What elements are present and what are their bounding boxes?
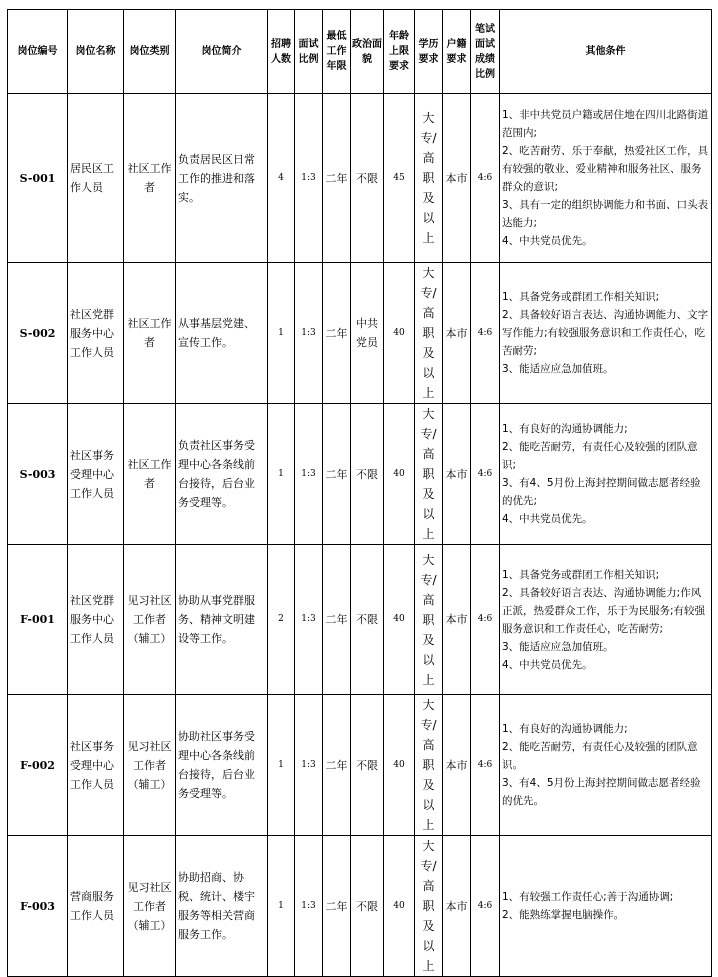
education-requirement: 大专/高职及以上	[415, 545, 443, 695]
education-requirement: 大专/高职及以上	[415, 836, 443, 977]
hire-count: 4	[268, 94, 295, 263]
age-limit: 40	[384, 836, 415, 977]
header-code: 岗位编号	[8, 10, 68, 94]
position-desc: 协助从事党群服务、精神文明建设等工作。	[176, 545, 268, 695]
interview-ratio: 1:3	[295, 695, 323, 836]
education-requirement: 大专/高职及以上	[415, 94, 443, 263]
position-category: 见习社区工作者（辅工）	[124, 695, 176, 836]
min-work-years: 二年	[323, 263, 351, 404]
condition-item: 3、有4、5月份上海封控期间做志愿者经验的优先;	[502, 477, 701, 507]
header-other: 其他条件	[500, 10, 712, 94]
other-conditions	[500, 404, 712, 545]
min-work-years: 二年	[323, 695, 351, 836]
condition-item: 3、具有一定的组织协调能力和书面、口头表达能力;	[502, 199, 709, 229]
condition-item: 4、中共党员优先。	[502, 513, 593, 525]
position-name: 社区党群服务中心工作人员	[68, 263, 124, 404]
condition-item: 1、具备党务或群团工作相关知识;	[502, 568, 660, 581]
interview-ratio: 1:3	[295, 545, 323, 695]
hire-count: 1	[268, 695, 295, 836]
header-hukou: 户籍要求	[443, 10, 471, 94]
hukou-requirement: 本市	[443, 404, 471, 545]
table-row	[8, 695, 712, 836]
condition-item: 1、有良好的沟通协调能力;	[502, 723, 628, 735]
interview-ratio: 1:3	[295, 404, 323, 545]
position-category: 见习社区工作者（辅工）	[124, 545, 176, 695]
position-name: 营商服务工作人员	[68, 836, 124, 977]
header-weight: 笔试面试成绩比例	[471, 10, 500, 94]
political-status: 中共党员	[351, 263, 384, 404]
age-limit: 40	[384, 404, 415, 545]
min-work-years: 二年	[323, 836, 351, 977]
age-limit: 45	[384, 94, 415, 263]
hukou-requirement: 本市	[443, 545, 471, 695]
other-conditions	[500, 545, 712, 695]
header-age: 年龄上限要求	[384, 10, 415, 94]
age-limit: 40	[384, 545, 415, 695]
interview-ratio: 1:3	[295, 94, 323, 263]
position-category: 社区工作者	[124, 94, 176, 263]
political-status: 不限	[351, 836, 384, 977]
age-limit: 40	[384, 263, 415, 404]
education-requirement: 大专/高职及以上	[415, 263, 443, 404]
position-desc: 协助社区事务受理中心各条线前台接待，后台业务受理等。	[176, 695, 268, 836]
hukou-requirement: 本市	[443, 263, 471, 404]
position-code: F-001	[8, 545, 68, 695]
other-conditions	[500, 695, 712, 836]
header-years: 最低工作年限	[323, 10, 351, 94]
score-weight: 4:6	[471, 94, 500, 263]
table-row	[8, 545, 712, 695]
condition-item: 1、有较强工作责任心;善于沟通协调;	[502, 891, 674, 903]
min-work-years: 二年	[323, 404, 351, 545]
condition-item: 3、有4、5月份上海封控期间做志愿者经验的优先。	[502, 777, 701, 807]
min-work-years: 二年	[323, 545, 351, 695]
condition-item: 3、能适应应急加值班。	[502, 363, 614, 375]
condition-item: 1、有良好的沟通协调能力;	[502, 423, 628, 435]
political-status: 不限	[351, 404, 384, 545]
position-code: F-002	[8, 695, 68, 836]
min-work-years: 二年	[323, 94, 351, 263]
other-conditions	[500, 836, 712, 977]
header-edu: 学历要求	[415, 10, 443, 94]
hire-count: 1	[268, 404, 295, 545]
other-conditions	[500, 94, 712, 263]
condition-item: 2、能熟练掌握电脑操作。	[502, 909, 625, 921]
position-code: F-003	[8, 836, 68, 977]
score-weight: 4:6	[471, 695, 500, 836]
position-code: S-001	[8, 94, 68, 263]
header-name: 岗位名称	[68, 10, 124, 94]
table-header-row	[8, 10, 712, 94]
condition-item: 2、具备较好语言表达、沟通协调能力;作风正派，热爱群众工作，乐于为民服务;有较强服务意识和工作责任心，吃苦耐劳;	[502, 586, 706, 635]
position-category: 见习社区工作者（辅工）	[124, 836, 176, 977]
score-weight: 4:6	[471, 836, 500, 977]
hukou-requirement: 本市	[443, 94, 471, 263]
political-status: 不限	[351, 94, 384, 263]
condition-item: 2、具备较好语言表达、沟通协调能力、文字写作能力;有较强服务意识和工作责任心，吃苦耐劳;	[502, 309, 709, 357]
interview-ratio: 1:3	[295, 263, 323, 404]
education-requirement: 大专/高职及以上	[415, 404, 443, 545]
position-desc: 负责社区事务受理中心各条线前台接待，后台业务受理等。	[176, 404, 268, 545]
age-limit: 40	[384, 695, 415, 836]
position-desc: 从事基层党建、宣传工作。	[176, 263, 268, 404]
table-row	[8, 836, 712, 977]
hire-count: 2	[268, 545, 295, 695]
condition-item: 1、具备党务或群团工作相关知识;	[502, 291, 660, 303]
education-requirement: 大专/高职及以上	[415, 695, 443, 836]
score-weight: 4:6	[471, 545, 500, 695]
hire-count: 1	[268, 836, 295, 977]
table-row	[8, 94, 712, 263]
position-code: S-003	[8, 404, 68, 545]
condition-item: 2、吃苦耐劳、乐于奉献，热爱社区工作，具有较强的敬业、爱业精神和服务社区、服务群众的意识;	[502, 145, 709, 193]
position-name: 社区事务受理中心工作人员	[68, 695, 124, 836]
position-category: 社区工作者	[124, 404, 176, 545]
header-desc: 岗位简介	[176, 10, 268, 94]
score-weight: 4:6	[471, 404, 500, 545]
interview-ratio: 1:3	[295, 836, 323, 977]
position-desc: 协助招商、协税、统计、楼宇服务等相关营商服务工作。	[176, 836, 268, 977]
header-ratio: 面试比例	[295, 10, 323, 94]
hire-count: 1	[268, 263, 295, 404]
position-name: 社区事务受理中心工作人员	[68, 404, 124, 545]
condition-item: 4、中共党员优先。	[502, 235, 593, 247]
position-desc: 负责居民区日常工作的推进和落实。	[176, 94, 268, 263]
position-category: 社区工作者	[124, 263, 176, 404]
hukou-requirement: 本市	[443, 836, 471, 977]
table-row	[8, 404, 712, 545]
position-code: S-002	[8, 263, 68, 404]
table-body	[8, 94, 712, 977]
hukou-requirement: 本市	[443, 695, 471, 836]
header-politics: 政治面貌	[351, 10, 384, 94]
condition-item: 1、非中共党员户籍或居住地在四川北路街道范围内;	[502, 109, 709, 139]
header-count: 招聘人数	[268, 10, 295, 94]
condition-item: 2、能吃苦耐劳，有责任心及较强的团队意识。	[502, 741, 698, 771]
position-name: 社区党群服务中心工作人员	[68, 545, 124, 695]
political-status: 不限	[351, 695, 384, 836]
condition-item: 3、能适应应急加值班。	[502, 640, 614, 653]
score-weight: 4:6	[471, 263, 500, 404]
job-positions-table	[7, 9, 712, 977]
other-conditions	[500, 263, 712, 404]
position-name: 居民区工作人员	[68, 94, 124, 263]
political-status: 不限	[351, 545, 384, 695]
table-row	[8, 263, 712, 404]
condition-item: 2、能吃苦耐劳，有责任心及较强的团队意识;	[502, 441, 698, 471]
condition-item: 4、中共党员优先。	[502, 658, 593, 671]
header-category: 岗位类别	[124, 10, 176, 94]
